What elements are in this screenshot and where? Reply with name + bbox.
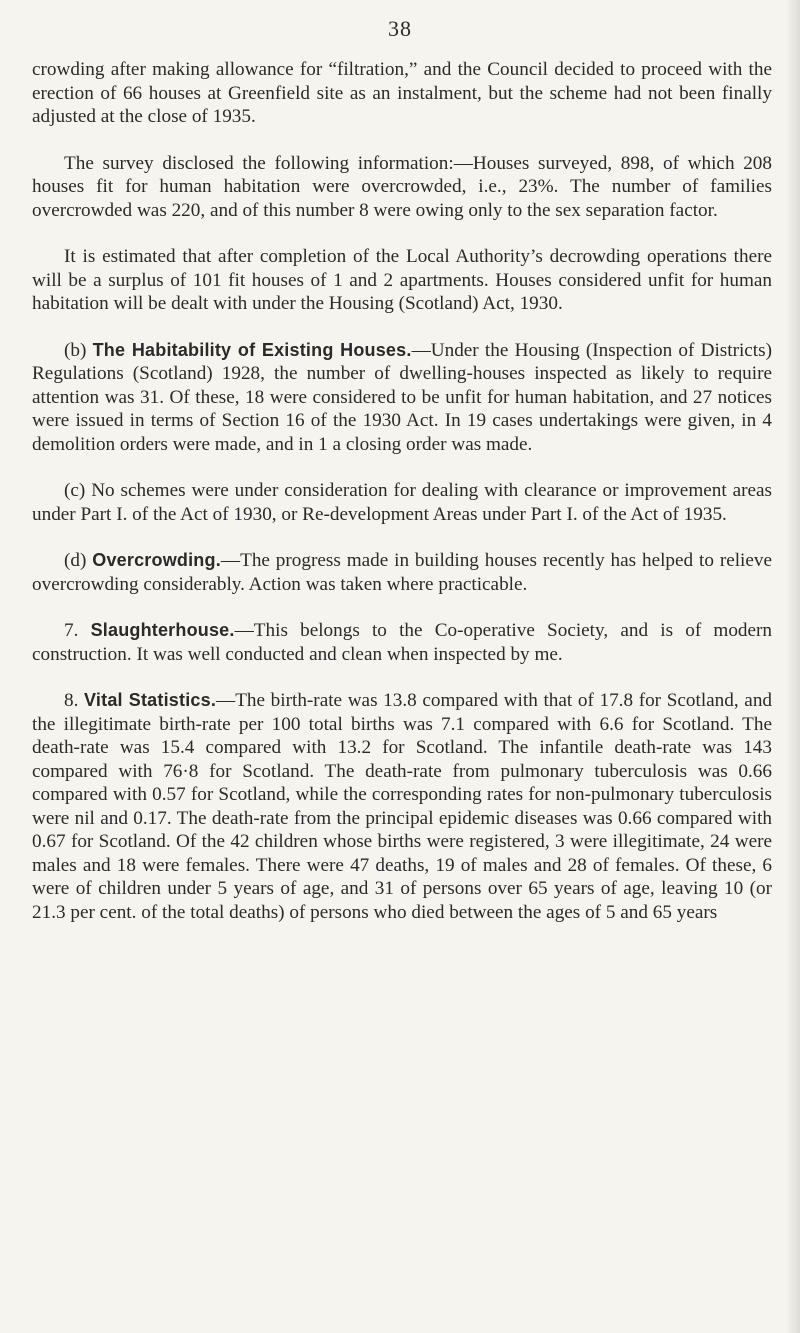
paragraph-prefix: (b)	[64, 339, 93, 361]
paragraph-prefix: 7.	[64, 620, 91, 641]
paragraph-overcrowding-continuation: crowding after making allowance for “filtration,” and the Council decided to proceed with the erection of 66 houses at Greenfield site as an instalment, but the scheme had not been finally adjusted at the close of 1935.	[32, 59, 772, 127]
section-heading-habitability: The Habitability of Existing Houses.	[92, 339, 412, 360]
paragraph-survey: The survey disclosed the following information:—Houses surveyed, 898, of which 208 houses fit for human habitation were overcrowded, i.e., 23%. The number of families overcrowded was 220, and of this number 8 were owing only to the sex separation factor.	[32, 152, 772, 221]
paragraph-clearance-schemes: (c) No schemes were under consideration for dealing with clearance or improvement areas under Part I. of the Act of 1930, or Re-development Areas under Part I. of the Act of 1935.	[32, 480, 772, 525]
paragraph-text: —The birth-rate was 13.8 compared with that of 17.8 for Scotland, and the illegitimate birth-rate per 100 total births was 7.1 compared with 6.6 for Scotland. The death-rate was 15.4 compared with 13.2 for Scotland. The infantile death-rate was 143 compared with 76·8 for Scotland. The death-rate from pulmonary tuberculosis was 0.66 compared with 0.57 for Scotland, while the corresponding rates for non-pulmonary tuberculosis were nil and 0.17. The death-rate from the principal epidemic diseases was 0.66 compared with 0.67 for Scotland. Of the 42 children whose births were registered, 3 were illegitimate, 24 were males and 18 were females. There were 47 deaths, 19 of males and 28 of females. Of these, 6 were of children under 5 years of age, and 31 of persons over 65 years of age, leaving 10 (or 21.3 per cent. of the total deaths) of persons who died between the ages of 5 and 65 years	[32, 690, 773, 923]
body-text	[32, 58, 772, 924]
paragraph-text: —This belongs to the Co-operative Society, and is of modern construction. It was well conducted and clean when inspected by me.	[32, 620, 773, 665]
paragraph-estimate: It is estimated that after completion of the Local Authority’s decrowding operations there will be a surplus of 101 fit houses of 1 and 2 apartments. Houses considered unfit for human habitation will be dealt with under the Housing (Scotland) Act, 1930.	[32, 246, 772, 314]
paragraph-overcrowding	[32, 549, 772, 596]
page-edge-shadow	[786, 0, 800, 1333]
paragraph-text: —Under the Housing (Inspection of Districts) Regulations (Scotland) 1928, the number of dwelling-houses inspected as likely to require attention was 31. Of these, 18 were considered to be unfit for human habitation, and 27 notices were issued in terms of Section 16 of the 1930 Act. In 19 cases undertakings were given, in 4 demolition orders were made, and in 1 a closing order was made.	[32, 339, 772, 455]
section-heading-vital-statistics: Vital Statistics.	[84, 690, 217, 710]
section-heading-slaughterhouse: Slaughterhouse.	[90, 620, 235, 640]
page-number: 38	[388, 16, 412, 41]
paragraph-text: —The progress made in building houses recently has helped to relieve overcrowding considerably. Action was taken where practicable.	[32, 550, 773, 595]
paragraph-habitability	[32, 339, 772, 457]
paragraph-slaughterhouse	[32, 619, 772, 666]
section-heading-overcrowding: Overcrowding.	[92, 550, 221, 570]
paragraph-prefix: 8.	[64, 690, 85, 711]
paragraph-vital-statistics	[32, 689, 772, 924]
paragraph-prefix: (d)	[64, 550, 93, 571]
